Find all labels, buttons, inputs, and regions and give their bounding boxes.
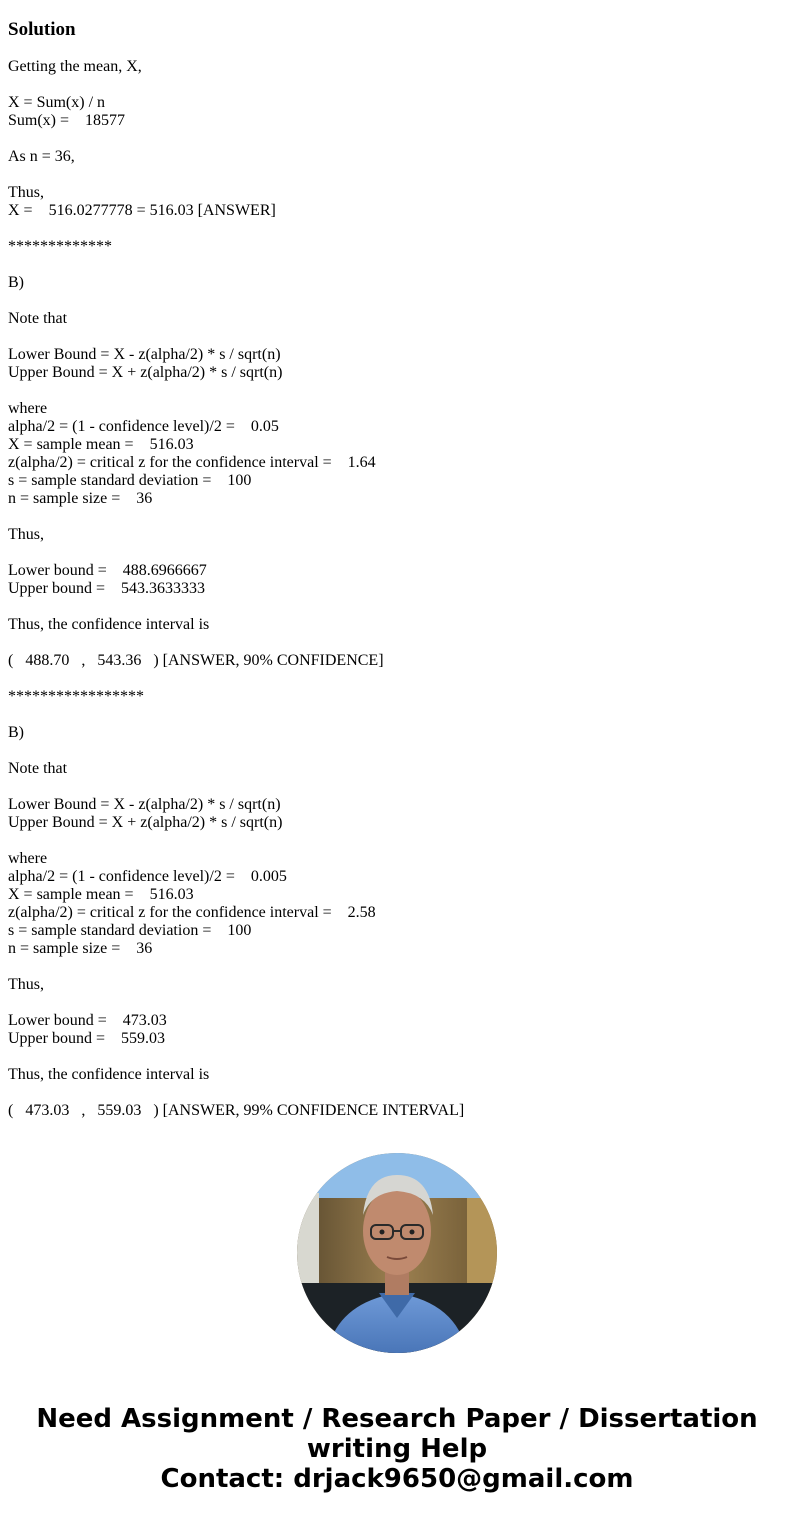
- thus-line: Thus,: [8, 526, 44, 543]
- mean-line: X = sample mean = 516.03: [8, 886, 194, 903]
- n-line: As n = 36,: [8, 148, 75, 165]
- z-line: z(alpha/2) = critical z for the confidence interval = 1.64: [8, 454, 376, 471]
- formula-line: X = Sum(x) / n: [8, 94, 106, 111]
- alpha-line: alpha/2 = (1 - confidence level)/2 = 0.05: [8, 418, 279, 435]
- portrait-image: [297, 1153, 497, 1353]
- separator: *****************: [8, 688, 144, 705]
- footer-banner: [0, 1404, 794, 1494]
- sd-line: s = sample standard deviation = 100: [8, 922, 252, 939]
- alpha-line: alpha/2 = (1 - confidence level)/2 = 0.005: [8, 868, 287, 885]
- lower-formula: Lower Bound = X - z(alpha/2) * s / sqrt(n): [8, 346, 281, 363]
- author-photo: [297, 1153, 497, 1353]
- ci-intro-line: Thus, the confidence interval is: [8, 1066, 210, 1083]
- lower-bound-line: Lower bound = 488.6966667: [8, 562, 207, 579]
- ci-intro-line: Thus, the confidence interval is: [8, 616, 210, 633]
- footer-contact: Contact: drjack9650@gmail.com: [160, 1464, 634, 1494]
- thus-line: Thus,: [8, 976, 44, 993]
- mean-answer-line: X = 516.0277778 = 516.03 [ANSWER]: [8, 202, 276, 219]
- note-line: Note that: [8, 760, 68, 777]
- ci-answer-line: ( 473.03 , 559.03 ) [ANSWER, 99% CONFIDENCE INTERVAL]: [8, 1102, 465, 1119]
- lower-formula: Lower Bound = X - z(alpha/2) * s / sqrt(n): [8, 796, 281, 813]
- sd-line: s = sample standard deviation = 100: [8, 472, 252, 489]
- mean-line: X = sample mean = 516.03: [8, 436, 194, 453]
- upper-formula: Upper Bound = X + z(alpha/2) * s / sqrt(n): [8, 364, 283, 381]
- thus-line: Thus,: [8, 184, 44, 201]
- footer-line-2: writing Help: [306, 1434, 488, 1464]
- solution-document: [8, 19, 778, 1120]
- sum-line: Sum(x) = 18577: [8, 112, 126, 129]
- ci-answer-line: ( 488.70 , 543.36 ) [ANSWER, 90% CONFIDENCE]: [8, 652, 384, 669]
- upper-bound-line: Upper bound = 559.03: [8, 1030, 166, 1047]
- text-line: Getting the mean, X,: [8, 58, 142, 75]
- section-heading: B): [8, 724, 24, 741]
- upper-bound-line: Upper bound = 543.3633333: [8, 580, 206, 597]
- lower-bound-line: Lower bound = 473.03: [8, 1012, 167, 1029]
- upper-formula: Upper Bound = X + z(alpha/2) * s / sqrt(n): [8, 814, 283, 831]
- note-line: Note that: [8, 310, 68, 327]
- footer-line-1: Need Assignment / Research Paper / Dissertation: [36, 1404, 758, 1434]
- section-heading: B): [8, 274, 24, 291]
- z-line: z(alpha/2) = critical z for the confidence interval = 2.58: [8, 904, 376, 921]
- where-line: where: [8, 400, 48, 417]
- where-line: where: [8, 850, 48, 867]
- separator: *************: [8, 238, 112, 255]
- sample-size-line: n = sample size = 36: [8, 940, 153, 957]
- solution-title: Solution: [8, 19, 76, 40]
- sample-size-line: n = sample size = 36: [8, 490, 153, 507]
